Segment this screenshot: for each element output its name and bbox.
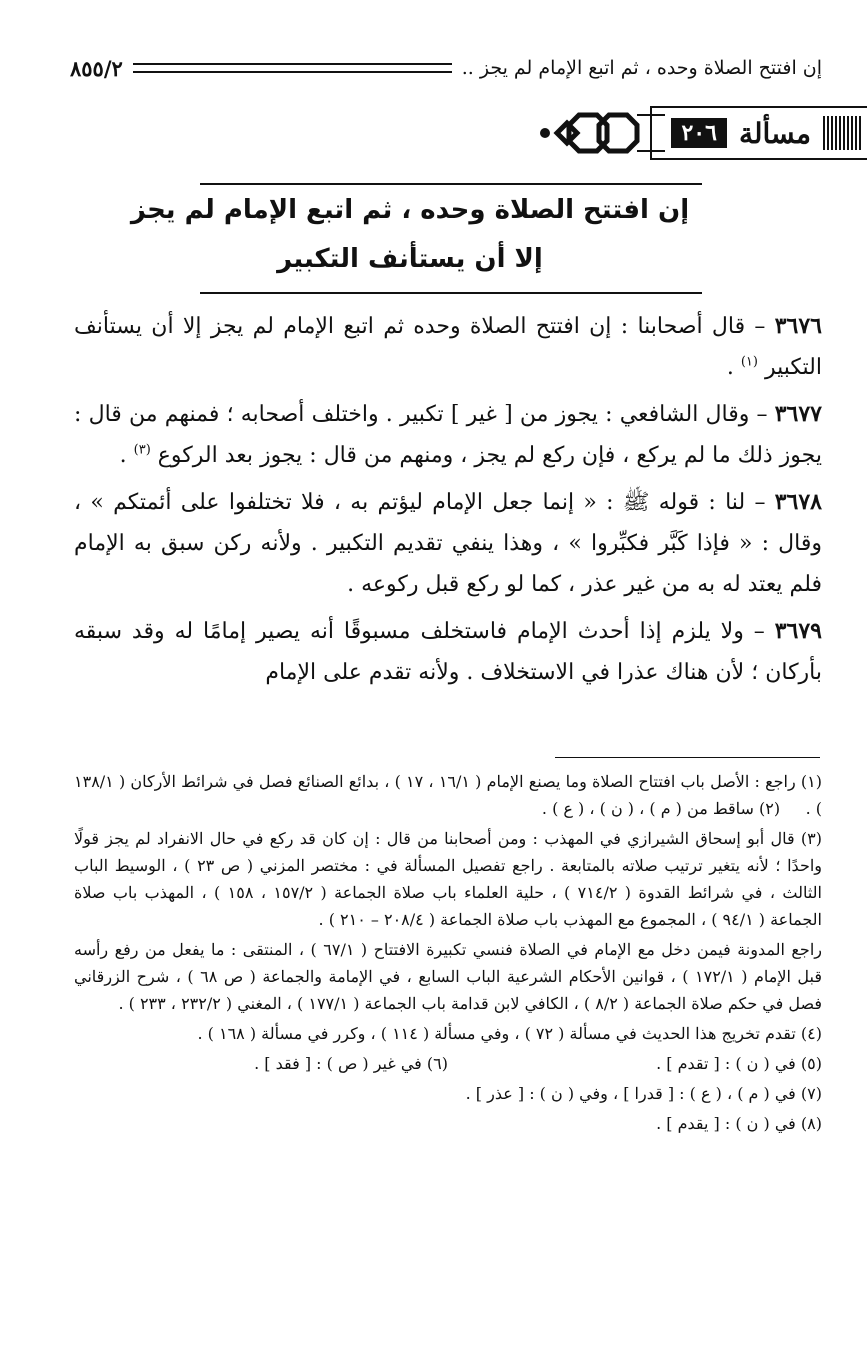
body-text <box>74 306 822 699</box>
title-line-1: إن افتتح الصلاة وحده ، ثم اتبع الإمام لم يجز <box>130 195 690 225</box>
paragraph-text: – لنا : قوله ﷺ : « إنما جعل الإمام ليؤتم به ، فلا تختلفوا على أئمتكم » ، وقال : « فإذا كَبَّر فكبِّروا » ، وهذا ينفي تقديم التكبير . ولأنه ركن سبق به الإمام فلم يعتد له به من غير عذر ، كما لو ركع قبل ركوعه . <box>74 490 822 597</box>
header-rule <box>133 63 452 73</box>
running-header <box>70 48 822 88</box>
paragraph <box>74 394 822 476</box>
footnotes <box>74 768 822 1140</box>
footnote: (٤) تقدم تخريج هذا الحديث في مسألة ( ٧٢ ) ، وفي مسألة ( ١١٤ ) ، وكرر في مسألة ( ١٦٨ ) . <box>197 1024 822 1043</box>
footnote: (٨) في ( ن ) : [ يقدم ] . <box>656 1114 822 1133</box>
masala-number: ٢٠٦ <box>671 118 726 148</box>
running-title: إن افتتح الصلاة وحده ، ثم اتبع الإمام لم يجز .. <box>461 57 822 79</box>
paragraph-text: – ولا يلزم إذا أحدث الإمام فاستخلف مسبوقًا أنه يصير إمامًا له وقد سبقه بأركان ؛ لأن هناك عذرا في الاستخلاف . ولأنه تقدم على الإمام <box>74 619 822 685</box>
barcode-ornament <box>823 116 861 150</box>
paragraph-number: ٣٦٧٧ <box>774 401 822 427</box>
paragraph-text: – قال أصحابنا : إن افتتح الصلاة وحده ثم اتبع الإمام لم يجز إلا أن يستأنف التكبير <box>74 314 822 380</box>
footnote-text: (٢) ساقط من ( م ) ، ( ن ) ، ( ع ) . <box>541 799 781 818</box>
paragraph <box>74 611 822 693</box>
paragraph-tail: . <box>119 443 134 468</box>
footnote-marker[interactable]: (٣) <box>133 442 151 458</box>
paragraph-number: ٣٦٧٨ <box>774 489 822 515</box>
paragraph-text: – وقال الشافعي : يجوز من [ غير ] تكبير . واختلف أصحابه ؛ فمنهم من قال : يجوز ذلك ما لم يركع ، فإن ركع لم يجز ، ومنهم من قال : يجوز بعد الركوع <box>74 402 822 468</box>
paragraph <box>74 306 822 388</box>
masala-label: مسألة <box>738 116 811 150</box>
footnote <box>74 768 822 822</box>
masala-banner <box>537 103 867 163</box>
paragraph-number: ٣٦٧٩ <box>774 618 822 644</box>
footnote-row <box>74 1050 822 1077</box>
footnote: (٣) قال أبو إسحاق الشيرازي في المهذب : ومن أصحابنا من قال : إن كان قد ركع في حال الانفراد لم يجز قولًا واحدًا ؛ لأنه يتغير ترتيب صلاته بالمتابعة . راجع تفصيل المسألة في : مختصر المزني ( ص ٢٣ ) ، الوسيط الباب الثالث ، في شرائط القدوة ( ٧١٤/٢ ) ، حلية العلماء باب صلاة الجماعة ( ١٥٧/٢ ، ١٥٨ ) ، المهذب باب صلاة الجماعة ( ٩٤/١ ) ، المجموع مع المهذب باب صلاة الجماعة ( ٢٠٨/٤ – ٢١٠ ) . <box>74 829 823 929</box>
footnote: راجع المدونة فيمن دخل مع الإمام في الصلاة فنسي تكبيرة الافتتاح ( ٦٧/١ ) ، المنتقى : ما يفعل من رفع رأسه قبل الإمام ( ١٧٢/١ ) ، قوانين الأحكام الشرعية الباب السابع ، في الإمامة والجماعة ( ص ٦٨ ) ، شرح الزرقاني فصل في حكم صلاة الجماعة ( ٨/٢ ) ، الكافي لابن قدامة باب الجماعة ( ١٧٧/١ ) ، المغني ( ٢٣٢/٢ ، ٢٣٣ ) . <box>74 940 823 1013</box>
page-number: ٨٥٥/٢ <box>70 55 123 81</box>
footnote: (٧) في ( م ) ، ( ع ) : [ قدرا ] ، وفي ( ن ) : [ عذر ] . <box>465 1084 822 1103</box>
geometric-ornament-icon <box>537 103 665 163</box>
footnote: (٥) في ( ن ) : [ تقدم ] . <box>656 1054 822 1073</box>
paragraph-tail: . <box>726 355 741 380</box>
title-top-rule <box>200 183 702 185</box>
footnote-text: (١) راجع : الأصل باب افتتاح الصلاة وما يصنع الإمام ( ١٦/١ ، ١٧ ) ، بدائع الصنائع فصل في شرائط الأركان ( ١٣٨/١ ) . <box>74 772 823 818</box>
masala-box <box>650 106 867 160</box>
title-line-2: إلا أن يستأنف التكبير <box>277 244 543 274</box>
paragraph <box>74 482 822 605</box>
footnote-rule <box>555 757 820 758</box>
footnote: (٦) في غير ( ص ) : [ فقد ] . <box>254 1054 448 1073</box>
title-bottom-rule <box>200 292 702 294</box>
paragraph-number: ٣٦٧٦ <box>774 313 822 339</box>
footnote-marker[interactable]: (١) <box>740 354 758 370</box>
